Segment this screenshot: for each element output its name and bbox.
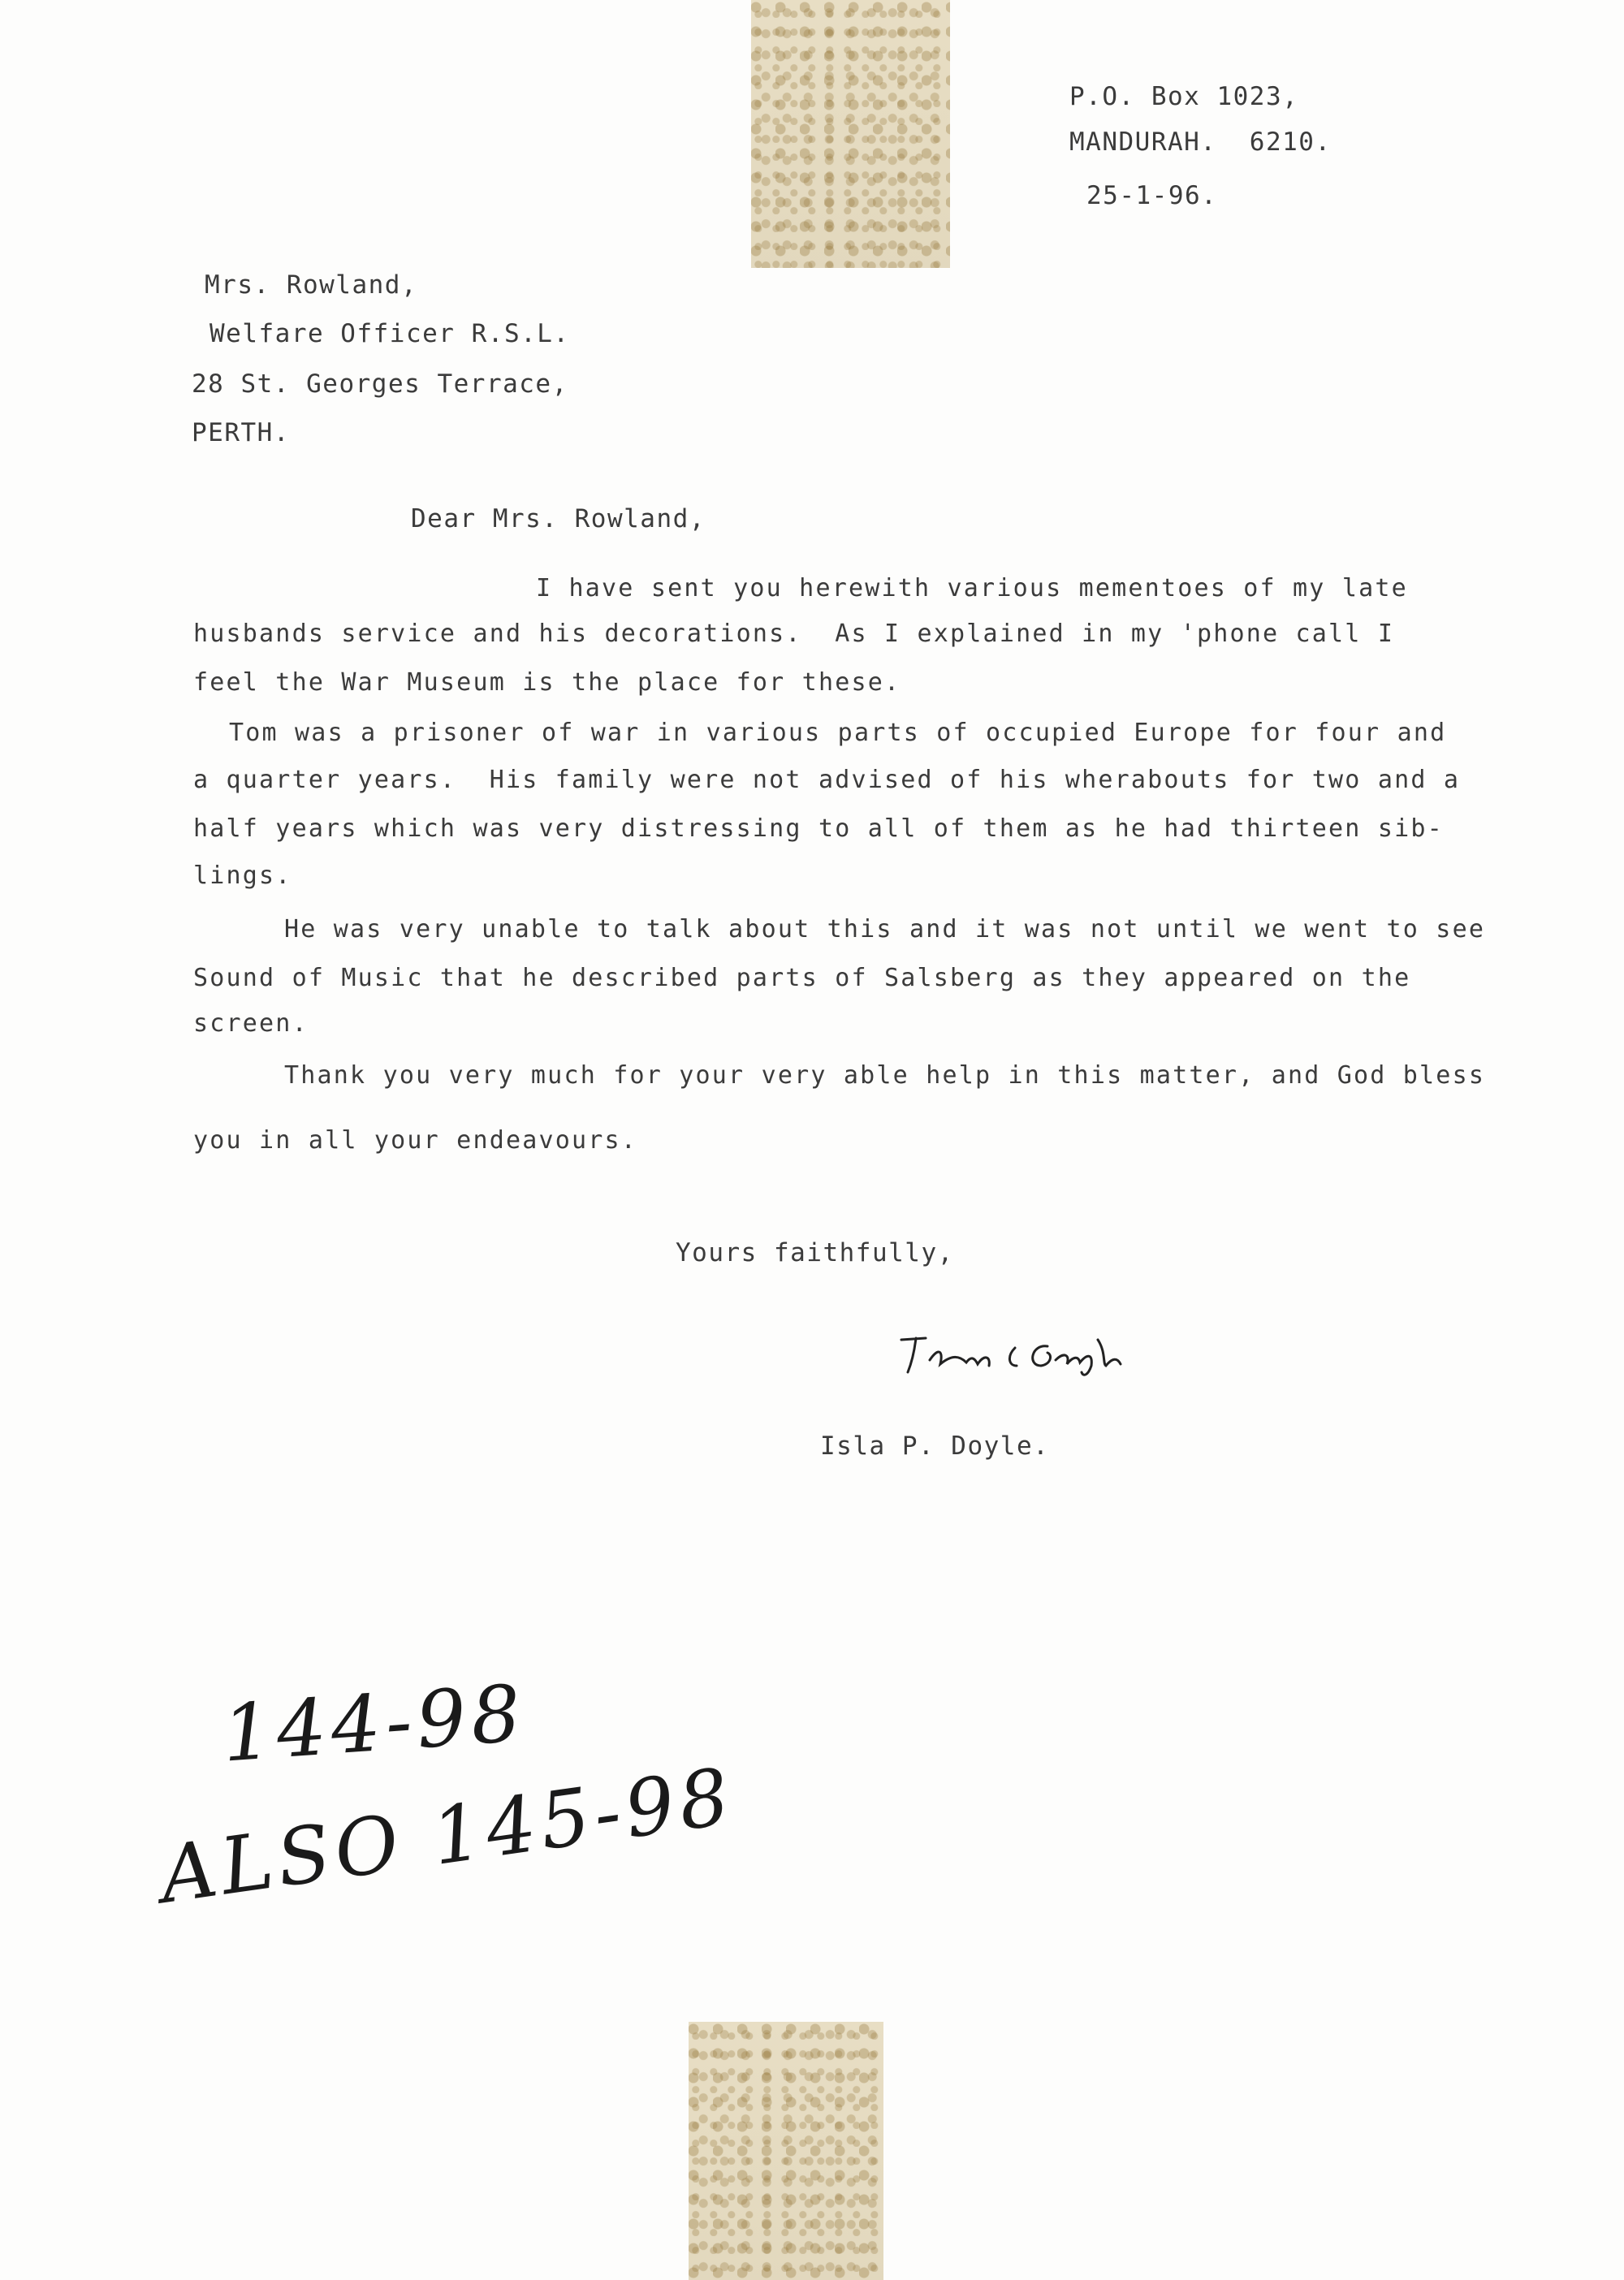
handwritten-reference-1: 144-98 [219,1667,529,1780]
body-line: He was very unable to talk about this and it was not until we went to see [284,915,1486,944]
sender-address-line-1: P.O. Box 1023, [1069,82,1299,111]
signature-scribble [893,1315,1161,1380]
recipient-name: Mrs. Rowland, [205,270,418,300]
body-line: a quarter years. His family were not advised of his wherabouts for two and a [193,766,1461,794]
signature-name: Isla P. Doyle. [820,1431,1050,1461]
body-line: Tom was a prisoner of war in various parts of occupied Europe for four and [229,719,1447,747]
handwritten-reference-2: ALSO 145-98 [154,1750,740,1921]
tape-mark-top [751,0,950,268]
body-line: screen. [193,1009,309,1038]
body-line: I have sent you herewith various mementoes of my late [536,574,1408,602]
body-line: lings. [193,861,292,890]
handwritten-signature [893,1315,1161,1380]
body-line: feel the War Museum is the place for these. [193,668,901,697]
salutation: Dear Mrs. Rowland, [411,504,706,533]
body-line: Sound of Music that he described parts of Salsberg as they appeared on the [193,964,1411,992]
body-line: you in all your endeavours. [193,1126,638,1155]
body-line: half years which was very distressing to all of them as he had thirteen sib- [193,814,1444,843]
recipient-street: 28 St. Georges Terrace, [192,369,568,399]
tape-mark-bottom [689,2022,883,2280]
recipient-title: Welfare Officer R.S.L. [209,319,570,348]
closing: Yours faithfully, [676,1238,954,1267]
body-line: Thank you very much for your very able help in this matter, and God bless [284,1061,1486,1090]
body-line: husbands service and his decorations. As I explained in my 'phone call I [193,620,1395,648]
recipient-city: PERTH. [192,418,290,447]
letter-date: 25-1-96. [1086,181,1218,210]
sender-address-line-2: MANDURAH. 6210. [1069,127,1332,157]
